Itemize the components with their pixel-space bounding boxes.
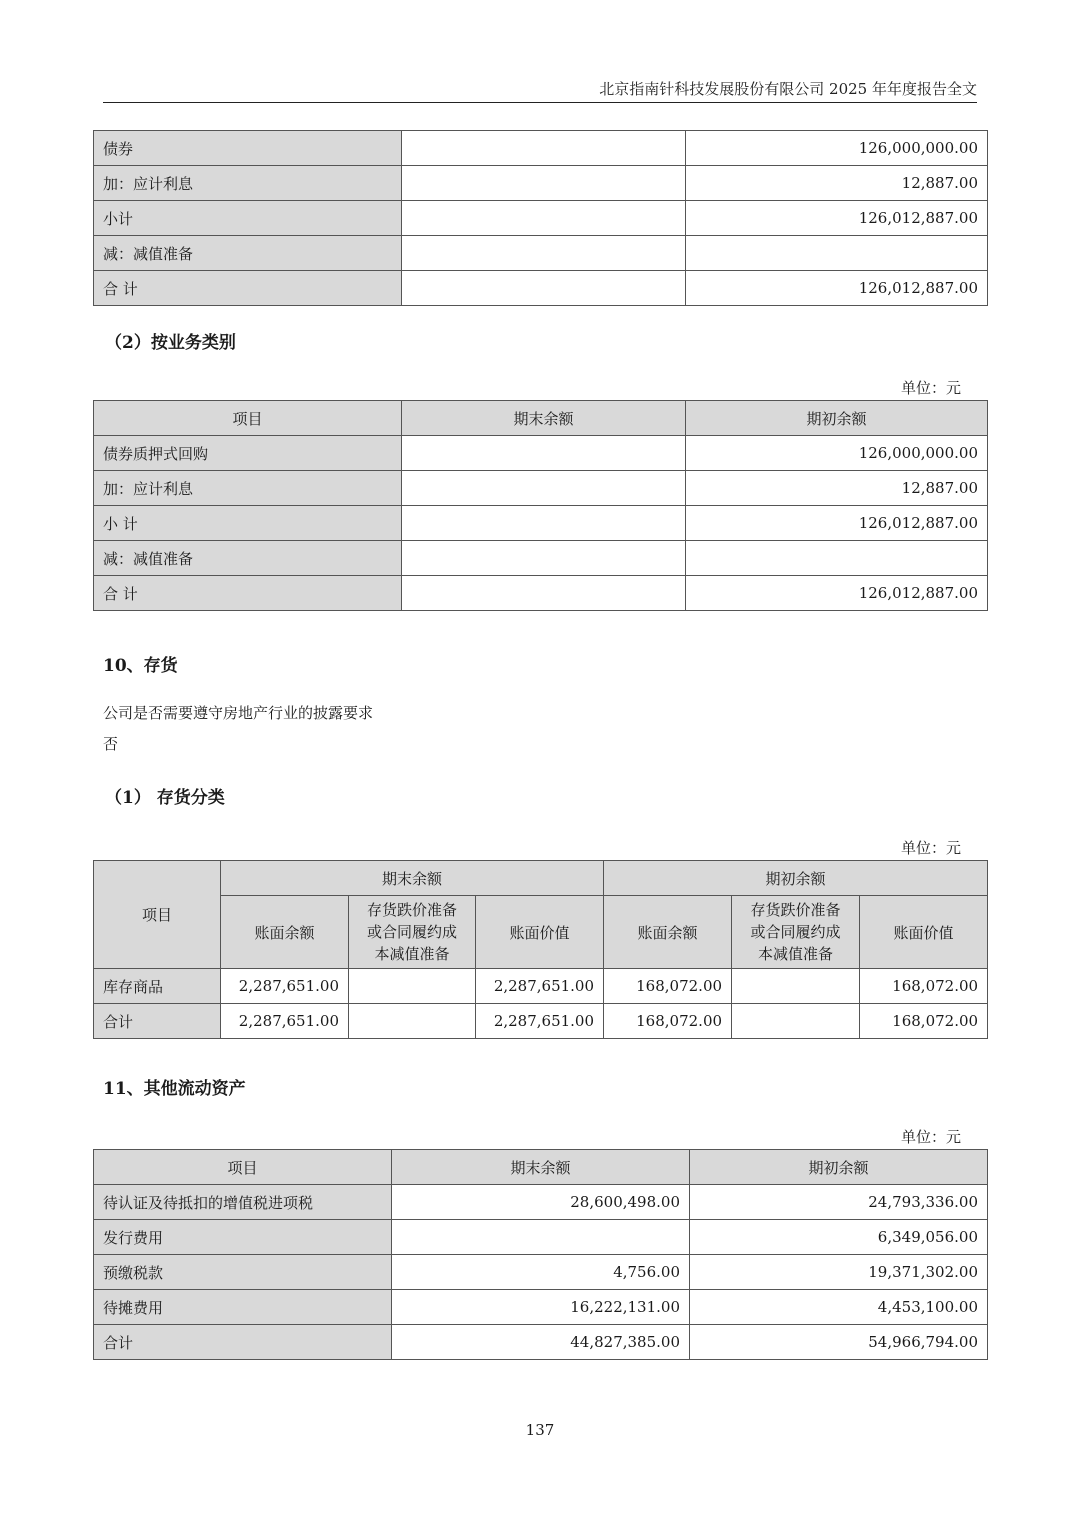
row-label: 债券质押式回购 (94, 436, 402, 471)
value-cell (349, 1004, 476, 1039)
begin-balance-cell: 126,012,887.00 (686, 506, 988, 541)
end-balance-cell (402, 436, 686, 471)
column-subheader: 账面价值 (860, 896, 988, 969)
begin-balance-cell (686, 541, 988, 576)
table-row (94, 1290, 988, 1325)
begin-balance-cell: 126,012,887.00 (686, 271, 988, 306)
table-row (94, 201, 988, 236)
end-balance-cell: 4,756.00 (392, 1255, 690, 1290)
end-balance-cell (402, 576, 686, 611)
column-subheader: 存货跌价准备或合同履约成本减值准备 (349, 896, 476, 969)
business-category-table (93, 400, 988, 611)
sub-section-heading: （1） 存货分类 (105, 788, 225, 808)
column-header: 期初余额 (686, 401, 988, 436)
table-row (94, 1220, 988, 1255)
end-balance-cell: 44,827,385.00 (392, 1325, 690, 1360)
row-label: 加：应计利息 (94, 471, 402, 506)
end-balance-cell (402, 131, 686, 166)
table-row (94, 436, 988, 471)
row-label: 待摊费用 (94, 1290, 392, 1325)
value-cell: 2,287,651.00 (221, 969, 349, 1004)
table-subheader-row (94, 896, 988, 969)
inventory-classification-table (93, 860, 988, 1039)
row-label: 待认证及待抵扣的增值税进项税 (94, 1185, 392, 1220)
report-header-title: 北京指南针科技发展股份有限公司 2025 年年度报告全文 (599, 80, 977, 98)
table-row (94, 131, 988, 166)
begin-balance-cell: 126,012,887.00 (686, 201, 988, 236)
end-balance-cell (402, 271, 686, 306)
unit-label: 单位：元 (900, 379, 961, 397)
unit-label: 单位：元 (900, 839, 961, 857)
row-label: 库存商品 (94, 969, 221, 1004)
column-header: 项目 (94, 401, 402, 436)
begin-balance-cell: 6,349,056.00 (690, 1220, 988, 1255)
header-divider (103, 102, 977, 103)
column-subheader: 账面价值 (476, 896, 604, 969)
disclosure-question: 公司是否需要遵守房地产行业的披露要求 (103, 704, 374, 722)
begin-balance-cell: 126,000,000.00 (686, 131, 988, 166)
end-balance-cell (402, 541, 686, 576)
table-row (94, 1004, 988, 1039)
begin-balance-cell: 12,887.00 (686, 166, 988, 201)
row-label: 合 计 (94, 271, 402, 306)
row-label: 减：减值准备 (94, 541, 402, 576)
column-header-item: 项目 (94, 861, 221, 969)
end-balance-cell (402, 166, 686, 201)
row-label: 预缴税款 (94, 1255, 392, 1290)
table-row (94, 541, 988, 576)
bond-table (93, 130, 988, 306)
begin-balance-cell: 4,453,100.00 (690, 1290, 988, 1325)
begin-balance-cell: 126,012,887.00 (686, 576, 988, 611)
table-row (94, 1185, 988, 1220)
table-header-row (94, 861, 988, 896)
end-balance-cell (402, 506, 686, 541)
section-heading: 11、其他流动资产 (103, 1079, 246, 1099)
column-subheader: 账面余额 (604, 896, 732, 969)
column-header-end-balance: 期末余额 (221, 861, 604, 896)
begin-balance-cell: 126,000,000.00 (686, 436, 988, 471)
begin-balance-cell: 12,887.00 (686, 471, 988, 506)
row-label: 合计 (94, 1004, 221, 1039)
table-row (94, 1255, 988, 1290)
begin-balance-cell: 54,966,794.00 (690, 1325, 988, 1360)
begin-balance-cell: 24,793,336.00 (690, 1185, 988, 1220)
row-label: 小 计 (94, 506, 402, 541)
other-current-assets-table (93, 1149, 988, 1360)
table-row (94, 166, 988, 201)
end-balance-cell (402, 201, 686, 236)
end-balance-cell (402, 236, 686, 271)
table-row (94, 576, 988, 611)
end-balance-cell: 28,600,498.00 (392, 1185, 690, 1220)
table-row (94, 236, 988, 271)
value-cell: 2,287,651.00 (476, 1004, 604, 1039)
column-header: 期末余额 (402, 401, 686, 436)
column-header-begin-balance: 期初余额 (604, 861, 988, 896)
begin-balance-cell: 19,371,302.00 (690, 1255, 988, 1290)
value-cell (349, 969, 476, 1004)
end-balance-cell (402, 471, 686, 506)
column-subheader: 存货跌价准备或合同履约成本减值准备 (732, 896, 860, 969)
row-label: 合计 (94, 1325, 392, 1360)
value-cell: 168,072.00 (860, 1004, 988, 1039)
page-number: 137 (525, 1421, 555, 1439)
table-header-row (94, 1150, 988, 1185)
end-balance-cell: 16,222,131.00 (392, 1290, 690, 1325)
row-label: 减：减值准备 (94, 236, 402, 271)
value-cell: 2,287,651.00 (476, 969, 604, 1004)
row-label: 加：应计利息 (94, 166, 402, 201)
section-heading: （2）按业务类别 (105, 333, 236, 353)
column-subheader: 账面余额 (221, 896, 349, 969)
table-row (94, 969, 988, 1004)
value-cell: 168,072.00 (860, 969, 988, 1004)
table-row (94, 1325, 988, 1360)
value-cell: 168,072.00 (604, 1004, 732, 1039)
table-header-row (94, 401, 988, 436)
begin-balance-cell (686, 236, 988, 271)
value-cell: 168,072.00 (604, 969, 732, 1004)
unit-label: 单位：元 (900, 1128, 961, 1146)
table-row (94, 506, 988, 541)
row-label: 小计 (94, 201, 402, 236)
disclosure-answer: 否 (103, 735, 119, 753)
end-balance-cell (392, 1220, 690, 1255)
column-header: 项目 (94, 1150, 392, 1185)
row-label: 发行费用 (94, 1220, 392, 1255)
section-heading: 10、存货 (103, 656, 178, 676)
value-cell (732, 969, 860, 1004)
value-cell (732, 1004, 860, 1039)
table-row (94, 271, 988, 306)
row-label: 债券 (94, 131, 402, 166)
column-header: 期初余额 (690, 1150, 988, 1185)
value-cell: 2,287,651.00 (221, 1004, 349, 1039)
column-header: 期末余额 (392, 1150, 690, 1185)
row-label: 合 计 (94, 576, 402, 611)
table-row (94, 471, 988, 506)
